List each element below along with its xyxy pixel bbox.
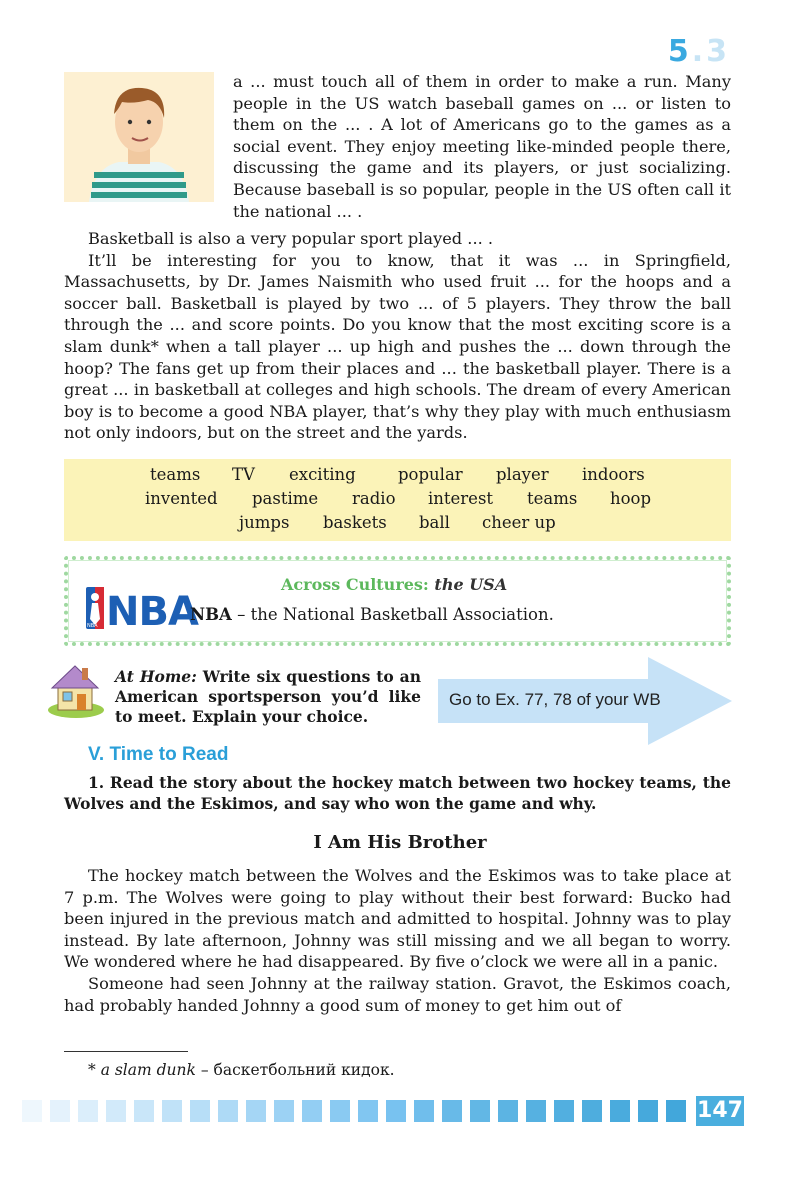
word-item: pastime: [252, 489, 319, 508]
section-number: [668, 34, 730, 69]
word-item: player: [496, 465, 549, 484]
task-instruction: 1. Read the story about the hockey match between two hockey teams, the Wolves and the Eskimos, and say who won the game and why.: [64, 773, 731, 813]
word-item: jumps: [239, 513, 290, 532]
word-item: radio: [352, 489, 396, 508]
word-item: popular: [398, 465, 463, 484]
story-title: I Am His Brother: [313, 832, 487, 853]
decorative-squares: [22, 1100, 692, 1128]
page-number: 147: [696, 1096, 744, 1126]
nba-definition: NBA – the National Basketball Association.: [190, 605, 554, 624]
word-item: teams: [150, 465, 201, 484]
at-home-task: At Home: Write six questions to an American sportsperson you’d like to meet. Explain your choice.: [115, 667, 421, 726]
footnote-divider: [64, 1051, 188, 1052]
section-title: V. Time to Read: [88, 744, 229, 765]
paragraph: Basketball is also a very popular sport played ... .: [88, 229, 494, 248]
word-item: teams: [527, 489, 578, 508]
nba-logo: [86, 587, 198, 635]
word-item: exciting: [289, 465, 356, 484]
basketball-text: [64, 228, 731, 444]
intro-paragraph: a ... must touch all of them in order to make a run. Many people in the US watch baseball games on ... or listen to them on the ... . A lot of Americans go to the games as a social event. They enjoy meeting like-minded people there, discussing the game and its players, or just socializing. Because baseball is so popular, people in the US often call it the national ... .: [233, 72, 731, 221]
section-main: 5: [667, 34, 692, 69]
section-sep: .: [691, 34, 707, 69]
svg-text:NBA: NBA: [106, 589, 198, 635]
culture-title: Across Cultures: the USA: [281, 575, 508, 594]
boy-illustration: [64, 72, 214, 202]
word-item: indoors: [582, 465, 645, 484]
story-text: [64, 865, 731, 1016]
workbook-note: Go to Ex. 77, 78 of your WB: [449, 690, 661, 709]
paragraph: Someone had seen Johnny at the railway station. Gravot, the Eskimos coach, had probably handed Johnny a good sum of money to get him out of: [64, 973, 731, 1015]
word-item: ball: [419, 513, 450, 532]
paragraph: The hockey match between the Wolves and the Eskimos was to take place at 7 p.m. The Wolves were going to play without their best forward: Bucko had been injured in the previous match and admitted to hospital. Johnny was to play instead. By late afternoon, Johnny was still missing and we all began to worry. We wondered where he had disappeared. By five o’clock we were all in a panic.: [64, 866, 731, 972]
word-bank: [64, 459, 731, 541]
paragraph: It’ll be interesting for you to know, that it was ... in Springfield, Massachusetts, by Dr. James Naismith who used fruit ... for the hoops and a soccer ball. Basketball is played by two ... of 5 players. They throw the ball through the ... and score points. Do you know that the most exciting score is a slam dunk* when a tall player ... up high and pushes the ... down through the hoop? The fans get up from their places and ... the basketball player. There is a great ... in basketball at colleges and high schools. The dream of every American boy is to become a good NBA player, that’s why they play with much enthusiasm not only indoors, but on the street and the yards.: [64, 250, 731, 443]
across-cultures-box: [64, 556, 731, 646]
word-item: TV: [232, 465, 255, 484]
word-item: invented: [145, 489, 218, 508]
word-item: interest: [428, 489, 494, 508]
word-item: baskets: [323, 513, 387, 532]
section-sub: 3: [706, 34, 730, 69]
house-icon: [46, 660, 110, 724]
word-item: cheer up: [482, 513, 556, 532]
word-item: hoop: [610, 489, 652, 508]
footnote: * a slam dunk – баскетбольний кидок.: [88, 1061, 395, 1079]
svg-text:NBA: NBA: [87, 623, 98, 629]
